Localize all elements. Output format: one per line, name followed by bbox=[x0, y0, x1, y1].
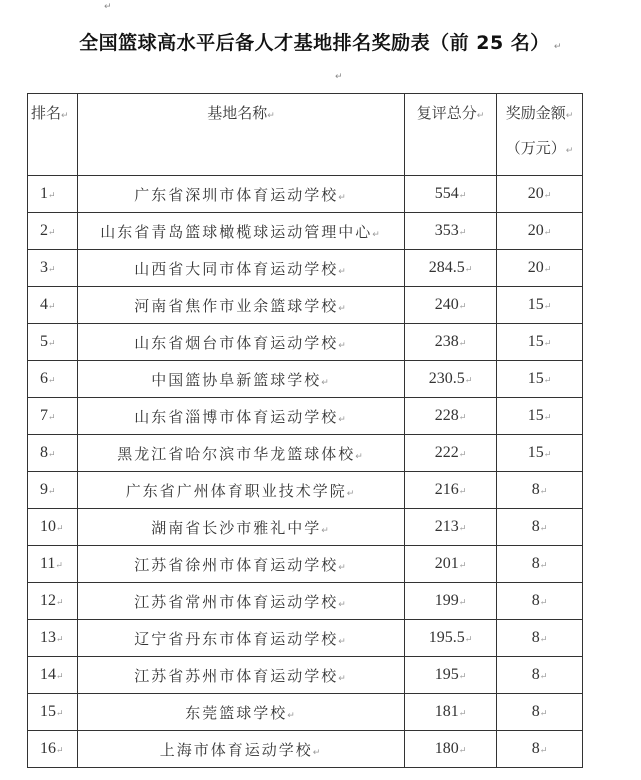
score-cell: 554↵ bbox=[405, 176, 497, 213]
rank-cell: 1↵ bbox=[28, 176, 78, 213]
amount-cell: 15↵ bbox=[497, 287, 583, 324]
amount-cell: 8↵ bbox=[497, 731, 583, 768]
table-row bbox=[28, 287, 583, 324]
table-row bbox=[28, 176, 583, 213]
amount-cell: 20↵ bbox=[497, 176, 583, 213]
score-cell: 201↵ bbox=[405, 546, 497, 583]
name-cell: 江苏省常州市体育运动学校↵ bbox=[78, 583, 405, 620]
table-row bbox=[28, 361, 583, 398]
table-row bbox=[28, 398, 583, 435]
amount-cell: 8↵ bbox=[497, 583, 583, 620]
rank-cell: 15↵ bbox=[28, 694, 78, 731]
table-row bbox=[28, 213, 583, 250]
paragraph-mark: ↵ bbox=[553, 42, 562, 52]
rank-cell: 9↵ bbox=[28, 472, 78, 509]
title-text: 全国篮球高水平后备人才基地排名奖励表（前 25 名） bbox=[79, 32, 550, 54]
amount-cell: 15↵ bbox=[497, 324, 583, 361]
table-row bbox=[28, 620, 583, 657]
score-cell: 195.5↵ bbox=[405, 620, 497, 657]
name-cell: 河南省焦作市业余篮球学校↵ bbox=[78, 287, 405, 324]
score-cell: 216↵ bbox=[405, 472, 497, 509]
name-cell: 山东省淄博市体育运动学校↵ bbox=[78, 398, 405, 435]
name-cell: 山东省烟台市体育运动学校↵ bbox=[78, 324, 405, 361]
score-cell: 230.5↵ bbox=[405, 361, 497, 398]
rank-cell: 5↵ bbox=[28, 324, 78, 361]
score-cell: 180↵ bbox=[405, 731, 497, 768]
name-cell: 广东省广州体育职业技术学院↵ bbox=[78, 472, 405, 509]
header-name: 基地名称↵ bbox=[78, 94, 405, 176]
amount-cell: 15↵ bbox=[497, 435, 583, 472]
table-row bbox=[28, 657, 583, 694]
rank-cell: 7↵ bbox=[28, 398, 78, 435]
rank-cell: 10↵ bbox=[28, 509, 78, 546]
name-cell: 江苏省苏州市体育运动学校↵ bbox=[78, 657, 405, 694]
amount-cell: 8↵ bbox=[497, 509, 583, 546]
name-cell: 中国篮协阜新篮球学校↵ bbox=[78, 361, 405, 398]
name-cell: 山东省青岛篮球橄榄球运动管理中心↵ bbox=[78, 213, 405, 250]
name-cell: 辽宁省丹东市体育运动学校↵ bbox=[78, 620, 405, 657]
document-title bbox=[0, 28, 641, 55]
header-rank: 排名↵ bbox=[28, 94, 78, 176]
table-row bbox=[28, 509, 583, 546]
rank-cell: 12↵ bbox=[28, 583, 78, 620]
rank-cell: 16↵ bbox=[28, 731, 78, 768]
score-cell: 222↵ bbox=[405, 435, 497, 472]
table-header-row bbox=[28, 94, 583, 176]
name-cell: 广东省深圳市体育运动学校↵ bbox=[78, 176, 405, 213]
amount-cell: 8↵ bbox=[497, 620, 583, 657]
table-row bbox=[28, 435, 583, 472]
name-cell: 湖南省长沙市雅礼中学↵ bbox=[78, 509, 405, 546]
amount-cell: 8↵ bbox=[497, 657, 583, 694]
table-row bbox=[28, 324, 583, 361]
name-cell: 上海市体育运动学校↵ bbox=[78, 731, 405, 768]
table-row bbox=[28, 546, 583, 583]
amount-cell: 8↵ bbox=[497, 472, 583, 509]
score-cell: 195↵ bbox=[405, 657, 497, 694]
header-amount: 奖励金额↵ （万元）↵ bbox=[497, 94, 583, 176]
rank-cell: 14↵ bbox=[28, 657, 78, 694]
amount-cell: 15↵ bbox=[497, 361, 583, 398]
paragraph-mark: ↵ bbox=[335, 72, 343, 82]
score-cell: 284.5↵ bbox=[405, 250, 497, 287]
amount-cell: 15↵ bbox=[497, 398, 583, 435]
score-cell: 181↵ bbox=[405, 694, 497, 731]
name-cell: 江苏省徐州市体育运动学校↵ bbox=[78, 546, 405, 583]
score-cell: 213↵ bbox=[405, 509, 497, 546]
amount-cell: 8↵ bbox=[497, 694, 583, 731]
table-row bbox=[28, 472, 583, 509]
amount-cell: 20↵ bbox=[497, 213, 583, 250]
name-cell: 东莞篮球学校↵ bbox=[78, 694, 405, 731]
ranking-table bbox=[27, 93, 583, 768]
table-row bbox=[28, 583, 583, 620]
score-cell: 353↵ bbox=[405, 213, 497, 250]
rank-cell: 11↵ bbox=[28, 546, 78, 583]
rank-cell: 6↵ bbox=[28, 361, 78, 398]
name-cell: 黑龙江省哈尔滨市华龙篮球体校↵ bbox=[78, 435, 405, 472]
paragraph-mark: ↵ bbox=[104, 2, 112, 12]
score-cell: 240↵ bbox=[405, 287, 497, 324]
amount-cell: 8↵ bbox=[497, 546, 583, 583]
rank-cell: 8↵ bbox=[28, 435, 78, 472]
table-row bbox=[28, 694, 583, 731]
table-row bbox=[28, 731, 583, 768]
score-cell: 238↵ bbox=[405, 324, 497, 361]
amount-cell: 20↵ bbox=[497, 250, 583, 287]
header-score: 复评总分↵ bbox=[405, 94, 497, 176]
name-cell: 山西省大同市体育运动学校↵ bbox=[78, 250, 405, 287]
rank-cell: 4↵ bbox=[28, 287, 78, 324]
score-cell: 199↵ bbox=[405, 583, 497, 620]
rank-cell: 13↵ bbox=[28, 620, 78, 657]
rank-cell: 2↵ bbox=[28, 213, 78, 250]
rank-cell: 3↵ bbox=[28, 250, 78, 287]
score-cell: 228↵ bbox=[405, 398, 497, 435]
table-row bbox=[28, 250, 583, 287]
